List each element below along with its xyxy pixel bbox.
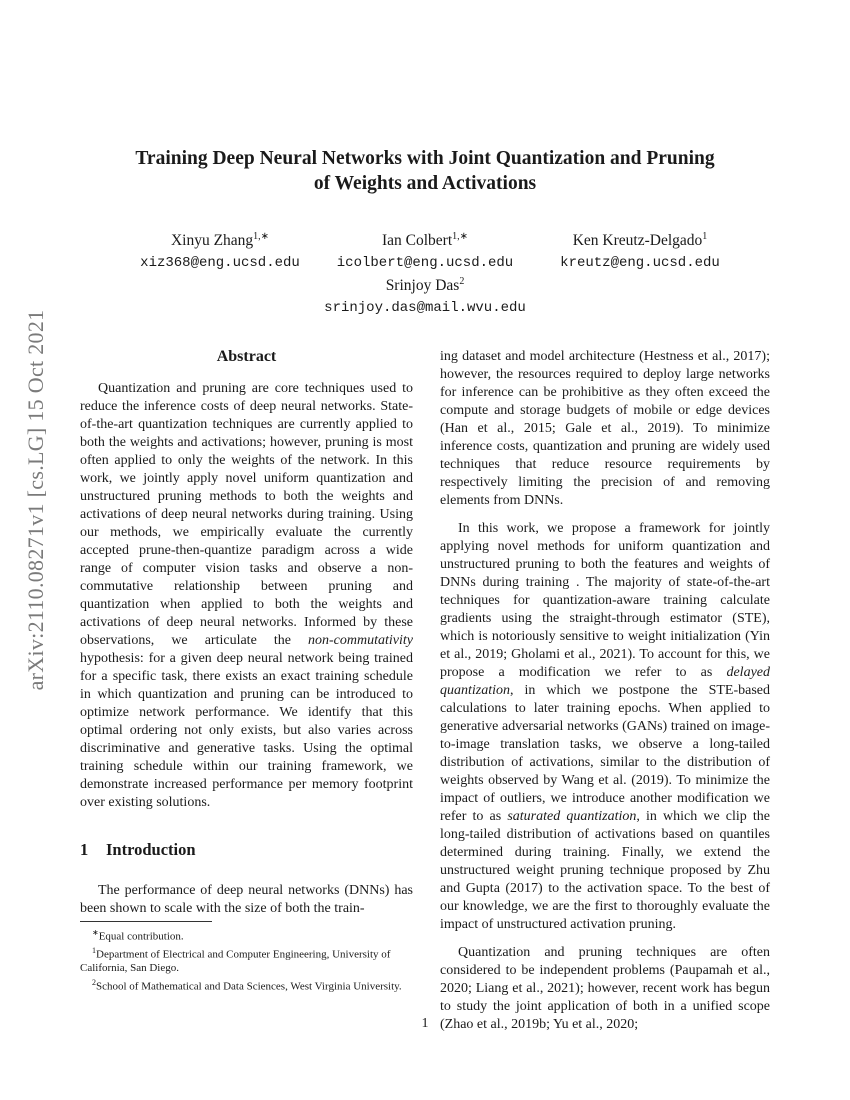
author-email: srinjoy.das@mail.wvu.edu: [324, 300, 526, 317]
author-affiliation-mark: 1,∗: [452, 231, 469, 242]
title-line-1: Training Deep Neural Networks with Joint Quantization and Pruning: [135, 148, 715, 169]
footnote: ∗Equal contribution.: [92, 928, 184, 943]
author-name: Srinjoy Das: [385, 277, 460, 295]
arxiv-identifier: arXiv:2110.08271v1 [cs.LG] 15 Oct 2021: [23, 309, 48, 691]
footnotes: [80, 926, 413, 994]
section-number: 1: [80, 840, 89, 859]
footnote-divider: [80, 921, 212, 922]
abstract-heading: Abstract: [216, 348, 277, 365]
abstract-body: Quantization and pruning are core techniques used to reduce the inference costs of deep neural networks. State-of-the-art quantization techniques are currently applied to both the weights and activations; however, pruning is most often applied to only the weights of the network. In this work, we jointly apply novel uniform quantization and unstructured pruning methods to both the weights and activations of deep neural networks during training. Using our methods, we empirically evaluate the currently accepted prune-then-quantize paradigm across a wide range of computer vision tasks and observe a non-commutative relationship between pruning and quantization when applied to both the weights and activations of deep neural networks. Informed by these observations, we articulate the non-commutativity hypothesis: for a given deep neural network being trained for a specific task, there exists an exact training schedule in which quantization and pruning can be introduced to optimize network performance. We identify that this optimal ordering not only exists, but also varies across discriminative and generative tasks. Using the optimal training schedule within our training framework, we demonstrate increased performance per memory footprint over existing solutions.: [80, 381, 413, 810]
author-affiliation-mark: 1,∗: [253, 231, 270, 242]
author-block: [540, 227, 740, 273]
paragraph: In this work, we propose a framework for jointly applying novel methods for uniform quantization and unstructured pruning to both the features and weights of DNNs during training . The majority of state-of-the-art techniques for quantization-aware training calculate gradients using the straight-through estimator (STE), which is notoriously sensitive to weight initialization (Yin et al., 2019; Gholami et al., 2021). To account for this, we propose a modification we refer to as delayed quantization, in which we postpone the STE-based calculations to later training epochs. When applied to generative adversarial networks (GANs) trained on image-to-image translation tasks, we observe a long-tailed distribution of activations, similar to the distribution of weights observed by Wang et al. (2019). To minimize the impact of outliers, we introduce another modification we refer to as saturated quantization, in which we clip the long-tailed distribution of activations based on quantiles determined during training. Finally, we extend the unstructured weight pruning technique proposed by Zhu and Gupta (2017) to the activation space. To the best of our knowledge, we are the first to thoroughly evaluate the impact of unstructured activation pruning.: [440, 521, 771, 932]
author-name: Xinyu Zhang: [170, 232, 254, 250]
paper-title: [80, 146, 770, 196]
emphasis: delayed quantization: [440, 665, 770, 698]
author-email: xiz368@eng.ucsd.edu: [140, 255, 300, 272]
right-column: [440, 348, 770, 1034]
author-name: Ken Kreutz-Delgado: [572, 232, 703, 250]
author-block: [325, 227, 525, 273]
footnote: $^2$School of Mathematical and Data Sciences, West Virginia University.: [92, 977, 402, 993]
section-title: Introduction: [106, 840, 196, 859]
author-block: [300, 272, 550, 318]
paragraph: Quantization and pruning techniques are often considered to be independent problems (Paupamah et al., 2020; Liang et al., 2021); however, recent work has begun to study the joint application of both in a unified scope (Zhao et al., 2019b; Yu et al., 2020;: [440, 945, 770, 1032]
author-block: [120, 227, 320, 273]
title-line-2: of Weights and Activations: [313, 173, 537, 194]
emphasis: non-commutativity: [308, 633, 413, 648]
emphasis: saturated quantization: [507, 809, 637, 824]
page-number: 1: [421, 1016, 429, 1031]
section-heading: [80, 840, 196, 860]
author-name: Ian Colbert: [381, 232, 453, 250]
author-affiliation-mark: 2: [459, 276, 465, 287]
author-email: icolbert@eng.ucsd.edu: [336, 255, 514, 272]
author-email: kreutz@eng.ucsd.edu: [560, 255, 720, 272]
footnote: $^1$Department of Electrical and Computer Engineering, University of California, San Diego.: [80, 946, 391, 975]
intro-paragraph: The performance of deep neural networks (DNNs) has been shown to scale with the size of both the train-: [80, 883, 413, 916]
paragraph: ing dataset and model architecture (Hestness et al., 2017); however, the resources required to deploy large networks for inference can be prohibitive as they often exceed the compute and storage budgets of mobile or edge devices (Han et al., 2015; Gale et al., 2019). To minimize inference costs, quantization and pruning are widely used techniques that reduce resource requirements by respectively limiting the precision of and removing elements from DNNs.: [440, 349, 770, 508]
author-affiliation-mark: 1: [702, 231, 708, 242]
